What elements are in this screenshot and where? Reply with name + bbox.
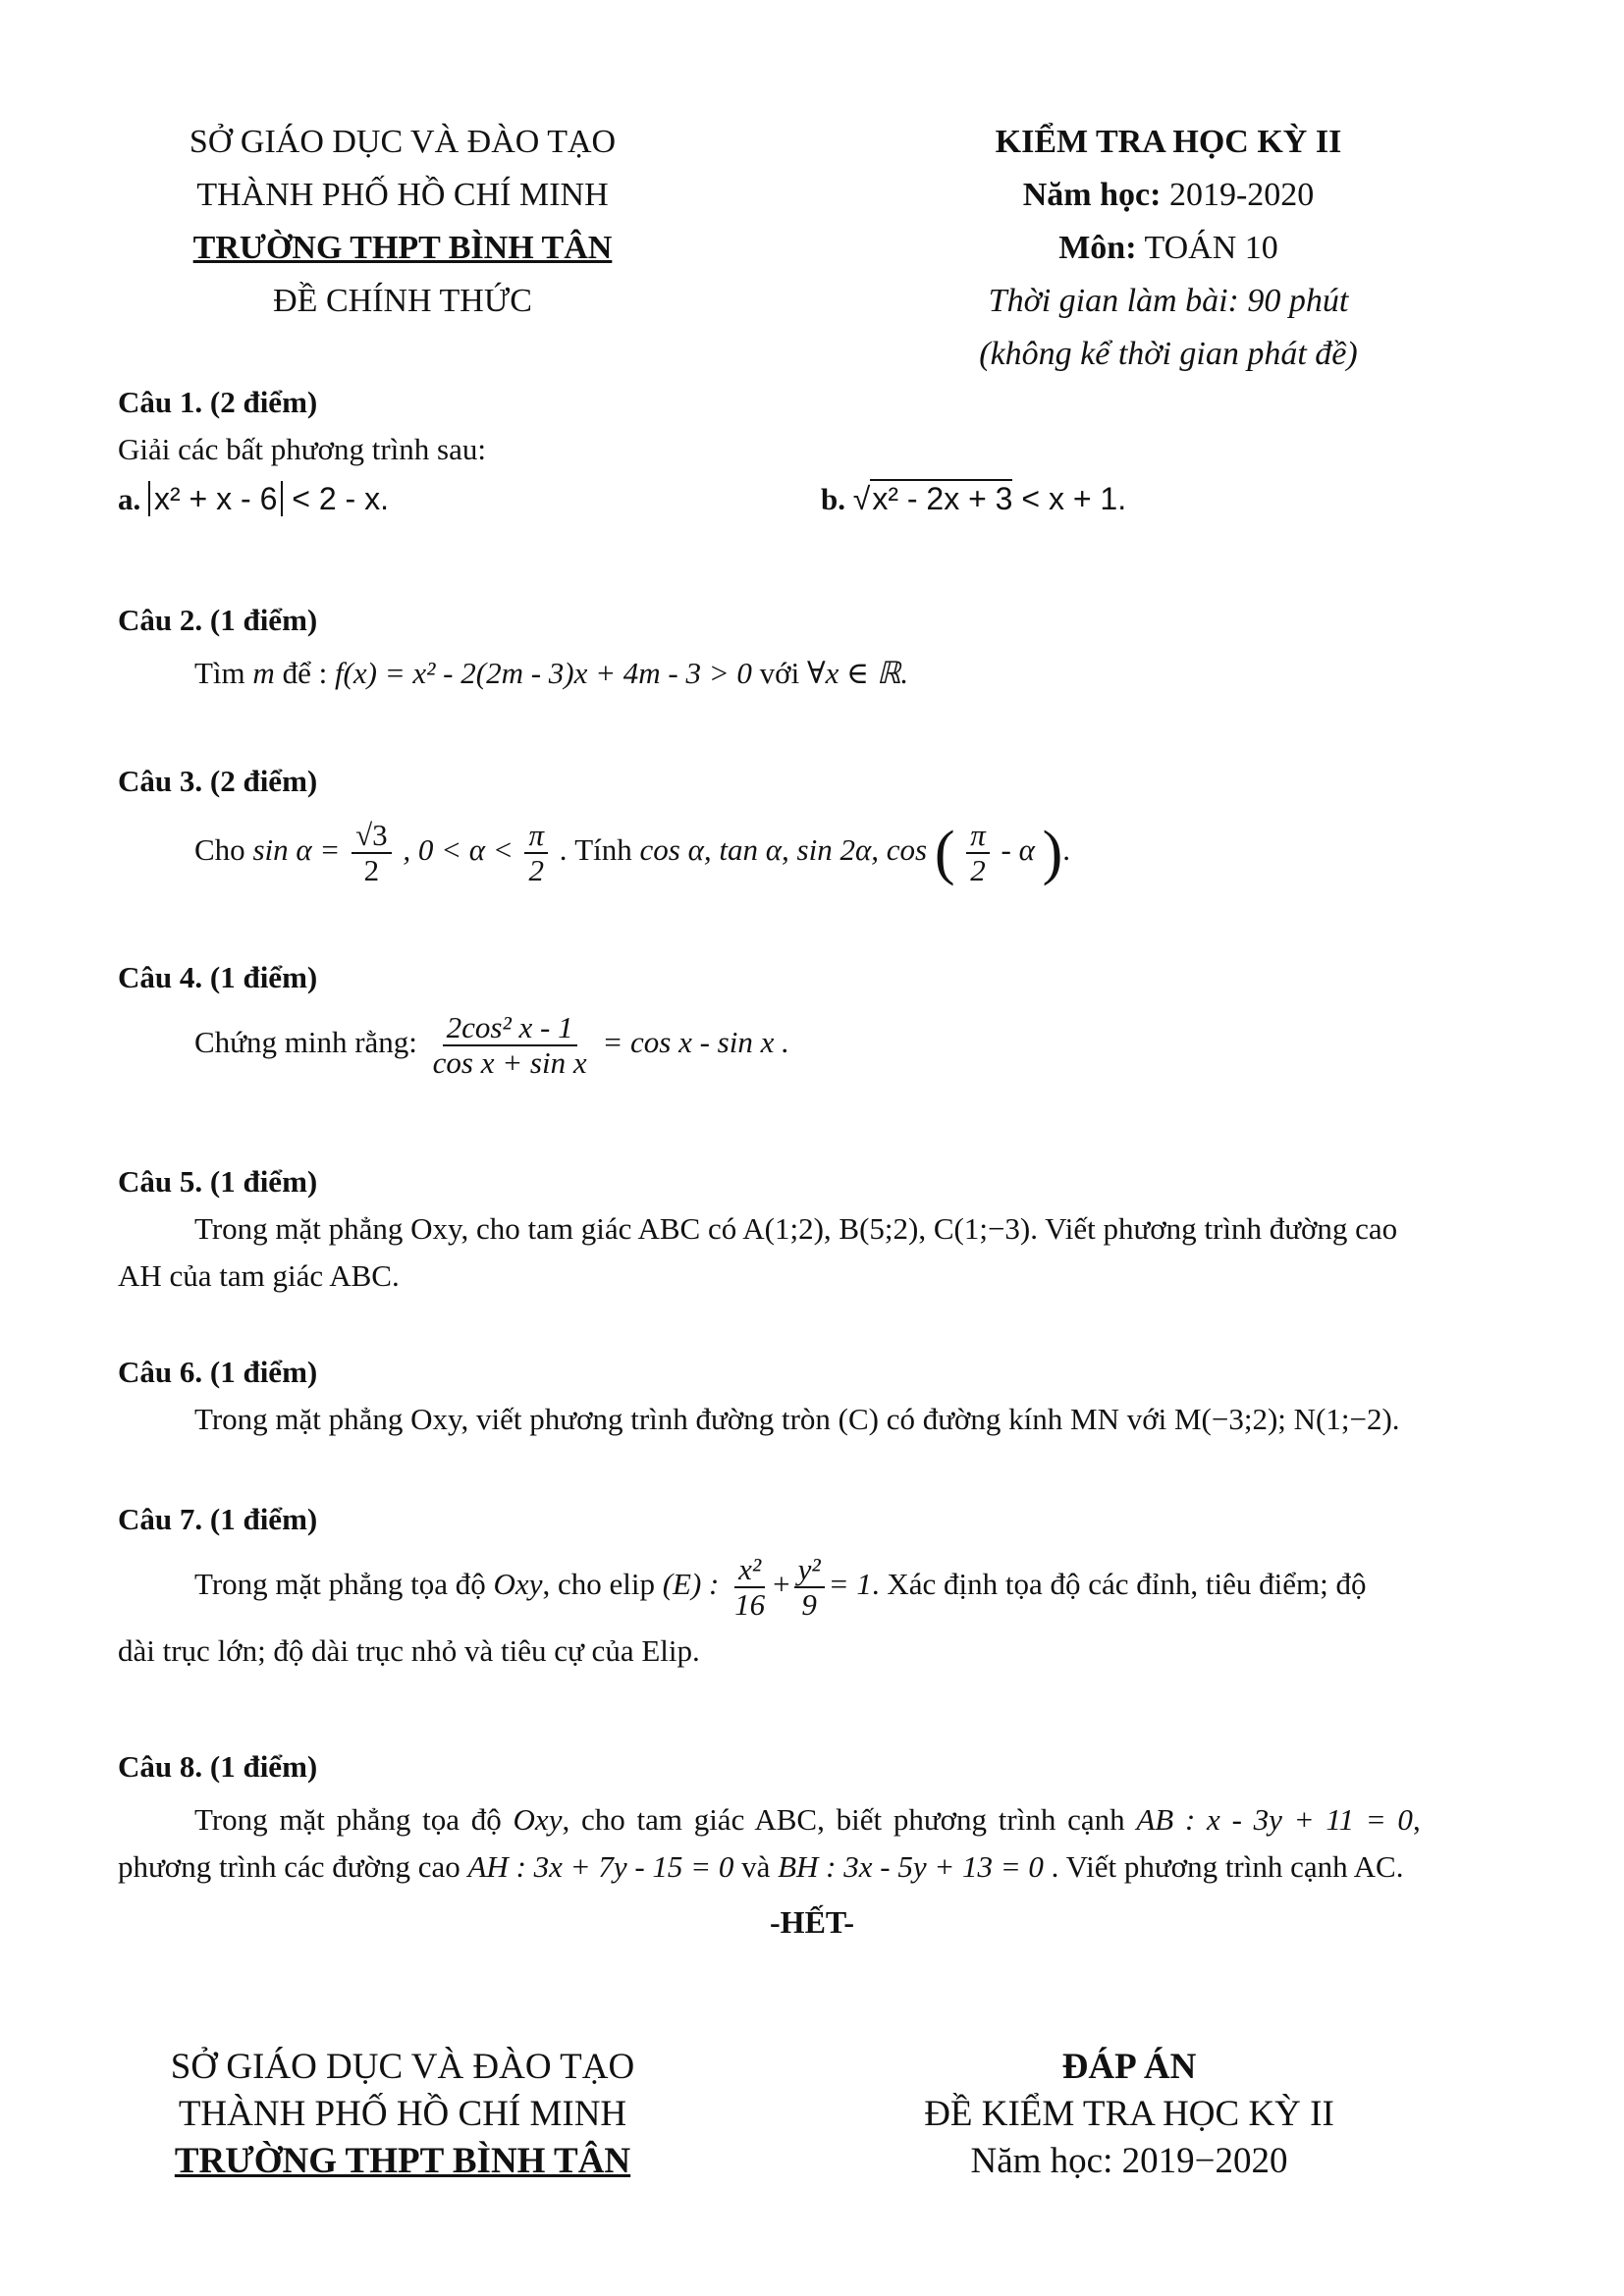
fraction-denominator: 2 (970, 853, 986, 887)
subject-value: TOÁN 10 (1144, 230, 1278, 266)
question-5 (118, 1158, 1522, 1300)
question-body: Trong mặt phẳng Oxy, viết phương trình đường tròn (C) có đường kính MN với M(−3;2); N(1;−2). (194, 1402, 1400, 1436)
sqrt-expression: x² - 2x + 3 (872, 481, 1013, 516)
time-limit: Thời gian làm bài: 90 phút (988, 283, 1349, 319)
text-such-that: để : (282, 656, 328, 690)
question-2 (118, 597, 1522, 697)
question-line-1 (118, 1796, 1522, 1843)
fraction-numerator: y² (794, 1553, 825, 1588)
altitude-ah-equation: AH : 3x + 7y - 15 = 0 (467, 1849, 734, 1884)
question-title: Câu 8. (1 điểm) (118, 1749, 318, 1784)
sin-expression: sin α = (252, 832, 341, 868)
official-label: ĐỀ CHÍNH THỨC (273, 283, 532, 319)
subject-label: Môn: (1058, 230, 1137, 266)
question-title: Câu 5. (1 điểm) (118, 1164, 318, 1199)
text-find-ac: . Viết phương trình cạnh AC. (1051, 1849, 1404, 1884)
question-3 (118, 758, 1522, 887)
identity-fraction (429, 1011, 591, 1080)
question-intro: Giải các bất phương trình sau: (118, 432, 486, 466)
fraction-numerator: π (966, 819, 990, 854)
department-name: SỞ GIÁO DỤC VÀ ĐÀO TẠO (189, 124, 617, 160)
fraction-numerator: x² (734, 1553, 765, 1588)
question-title: Câu 6. (1 điểm) (118, 1355, 318, 1389)
coordinate-system: Oxy (493, 1567, 543, 1602)
text-given-triangle: , cho tam giác ABC, biết phương trình cạnh (562, 1802, 1125, 1837)
fraction-pi-over-2 (966, 819, 990, 887)
part-a (118, 475, 389, 523)
question-line-2: dài trục lớn; độ dài trục nhỏ và tiêu cự của Elip. (118, 1633, 700, 1668)
part-a-label: a. (118, 482, 141, 516)
question-body (118, 1011, 1522, 1080)
coordinate-system: Oxy (513, 1802, 563, 1837)
question-title: Câu 3. (2 điểm) (118, 764, 318, 798)
header-left (118, 116, 687, 328)
fraction-denominator: 2 (528, 853, 544, 887)
text-given: Cho (194, 832, 245, 868)
text-for: với (759, 656, 800, 690)
school-year-value: 2019-2020 (1168, 177, 1315, 213)
fraction-numerator: π (524, 819, 548, 854)
text-find: Tìm (194, 656, 245, 690)
question-4 (118, 954, 1522, 1080)
question-line-2 (118, 1843, 1522, 1891)
range-condition: , 0 < α < (403, 832, 514, 868)
equals-one: = 1 (828, 1567, 872, 1602)
answer-header-left (118, 2044, 687, 2185)
left-paren: ( (934, 820, 955, 886)
plus-sign: + (773, 1567, 790, 1602)
question-title: Câu 2. (1 điểm) (118, 603, 318, 637)
school-year-label: Năm học: (1022, 177, 1162, 213)
domain-expression: ∀x ∈ ℝ. (806, 656, 909, 690)
question-title: Câu 4. (1 điểm) (118, 960, 318, 994)
question-6 (118, 1349, 1522, 1443)
exam-title: KIỂM TRA HỌC KỲ II (995, 124, 1342, 160)
fraction-sqrt3-over-2 (352, 819, 392, 887)
header-right (884, 116, 1453, 381)
comma: , (1412, 1802, 1421, 1837)
part-b-label: b. (821, 482, 845, 516)
fraction-denominator: 16 (734, 1587, 766, 1622)
answer-header-right (844, 2044, 1414, 2185)
text-in-plane: Trong mặt phẳng tọa độ (194, 1567, 486, 1602)
altitude-bh-equation: BH : 3x - 5y + 13 = 0 (778, 1849, 1044, 1884)
question-line-1 (118, 1553, 1522, 1622)
city-name: THÀNH PHỐ HỒ CHÍ MINH (196, 177, 609, 213)
question-title: Câu 7. (1 điểm) (118, 1502, 318, 1536)
text-altitudes: phương trình các đường cao (118, 1849, 460, 1884)
ellipse-name: (E) : (662, 1567, 720, 1602)
fraction-denominator: 9 (801, 1587, 817, 1622)
right-paren: ) (1042, 820, 1063, 886)
answer-exam-title: ĐỀ KIỂM TRA HỌC KỲ II (924, 2094, 1334, 2134)
answer-key-title: ĐÁP ÁN (1061, 2047, 1197, 2087)
abs-expression: x² + x - 6 (148, 481, 283, 516)
identity-rhs: = cos x - sin x . (602, 1025, 789, 1060)
inequality-rhs: < x + 1. (1021, 481, 1127, 516)
fraction-pi-over-2 (524, 819, 548, 887)
requested-values: cos α, tan α, sin 2α, cos (639, 832, 928, 868)
fraction-denominator: 2 (363, 853, 380, 887)
school-year (884, 169, 1453, 222)
text-and: và (741, 1849, 771, 1884)
question-line-2: AH của tam giác ABC. (118, 1258, 400, 1293)
fraction-x2-over-16 (731, 1553, 769, 1622)
question-body: Cho sin α = $\frac{√3}{2}$ , 0 < α < $\frac{\pi}{2}$ . Tính cos α, tan α, sin 2α, cos ( $\frac{\pi}{2}$ - α ). (194, 818, 1071, 887)
variable-m: m (252, 656, 275, 690)
question-body (118, 650, 1522, 697)
question-line-1: Trong mặt phẳng Oxy, cho tam giác ABC có A(1;2), B(5;2), C(1;−3). Viết phương trình đường cao (194, 1211, 1398, 1246)
fraction-numerator: √3 (352, 819, 392, 854)
question-8 (118, 1743, 1522, 1891)
question-title: Câu 1. (2 điểm) (118, 385, 318, 419)
fraction-denominator: cos x + sin x (432, 1045, 587, 1080)
department-name: SỞ GIÁO DỤC VÀ ĐÀO TẠO (170, 2047, 635, 2087)
inequality-rhs: < 2 - x. (292, 481, 389, 516)
text-compute: . Tính (559, 832, 632, 868)
time-note: (không kể thời gian phát đề) (979, 336, 1358, 372)
end-mark: -HẾT- (770, 1904, 854, 1940)
text-given-ellipse: , cho elip (542, 1567, 655, 1602)
fraction-numerator: 2cos² x - 1 (443, 1011, 577, 1046)
part-b: b. √x² - 2x + 3 < x + 1. (821, 481, 1127, 516)
text-in-plane: Trong mặt phẳng tọa độ (194, 1802, 502, 1837)
question-1 (118, 379, 1522, 526)
school-name: TRƯỜNG THPT BÌNH TÂN (174, 2141, 631, 2181)
function-expression: f(x) = x² - 2(2m - 3)x + 4m - 3 > 0 (334, 656, 752, 690)
text-prove: Chứng minh rằng: (194, 1025, 417, 1060)
side-ab-equation: AB : x - 3y + 11 = 0 (1136, 1802, 1413, 1837)
city-name: THÀNH PHỐ HỒ CHÍ MINH (178, 2094, 627, 2134)
answer-school-year: Năm học: 2019−2020 (970, 2141, 1288, 2181)
text-determine: . Xác định tọa độ các đỉnh, tiêu điểm; độ (871, 1567, 1367, 1602)
minus-alpha: - α (1001, 832, 1035, 868)
subject (884, 222, 1453, 275)
question-7 (118, 1496, 1522, 1675)
fraction-y2-over-9 (794, 1553, 825, 1622)
question-parts (118, 473, 1522, 526)
school-name: TRƯỜNG THPT BÌNH TÂN (192, 230, 613, 266)
